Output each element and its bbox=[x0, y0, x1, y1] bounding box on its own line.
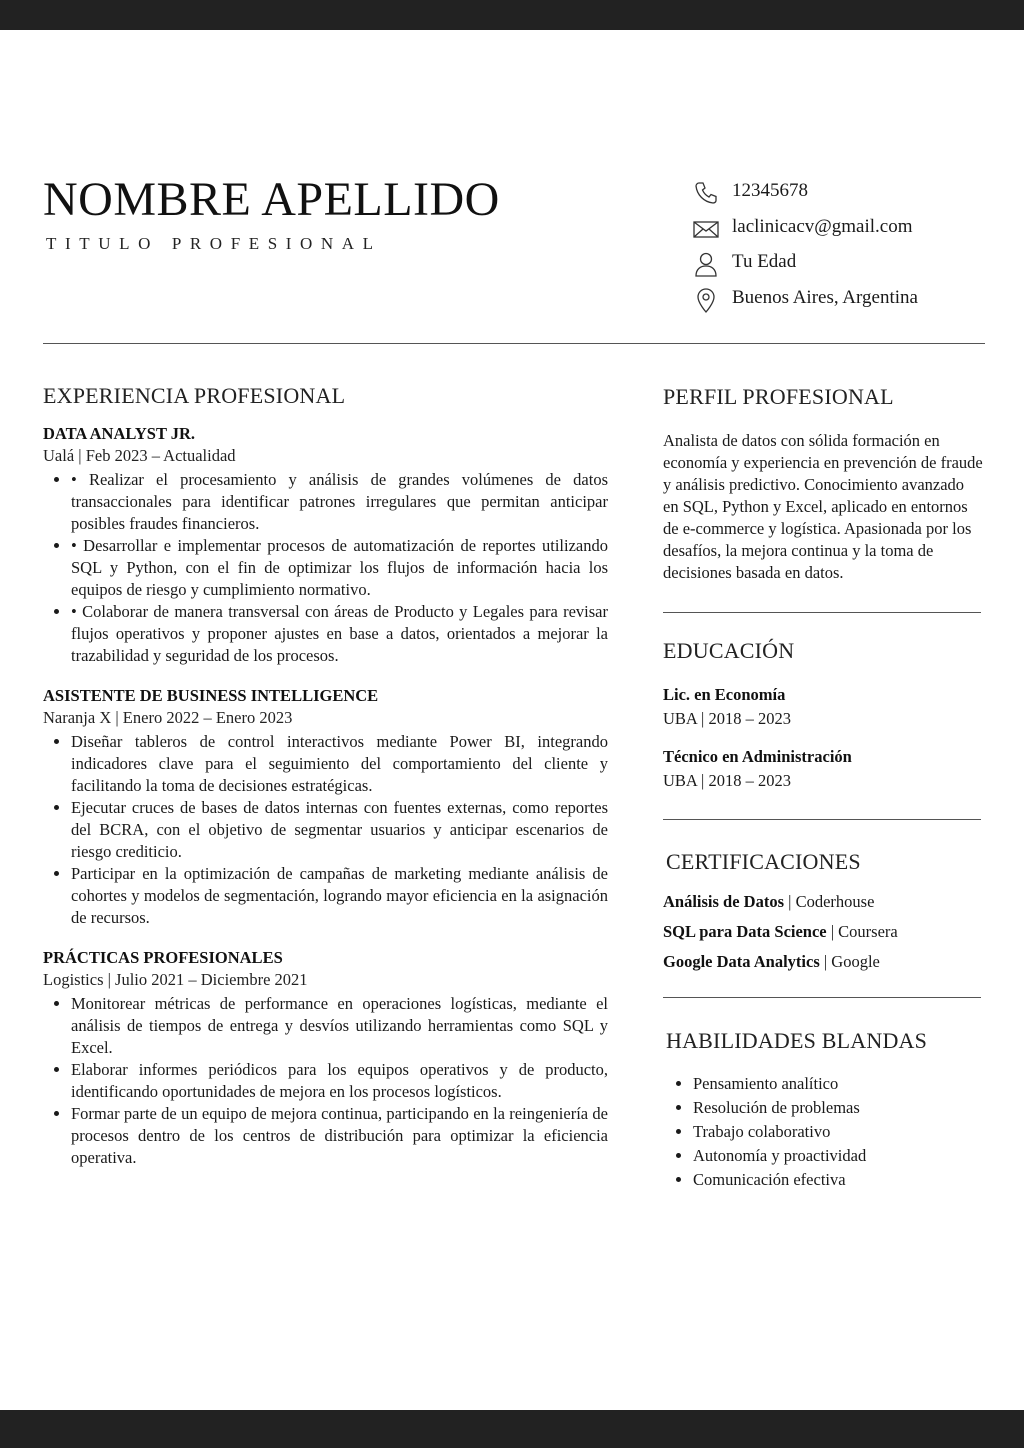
contact-email bbox=[692, 213, 1012, 249]
bottom-bar bbox=[0, 1410, 1024, 1448]
job-bullet: • • Desarrollar e implementar procesos de automatización de reportes utilizando SQL y Python, con el fin de optimizar los flujos de información hacia los equipos de riesgo y cumplimiento normativo. bbox=[71, 535, 608, 601]
certifications-list bbox=[663, 887, 983, 977]
education-item bbox=[663, 745, 983, 793]
certification-item bbox=[663, 887, 983, 917]
degree-detail: UBA | 2018 – 2023 bbox=[663, 771, 791, 790]
certification-item bbox=[663, 947, 983, 977]
experience-section bbox=[43, 383, 608, 1187]
job-bullet: • • Colaborar de manera transversal con áreas de Producto y Legales para revisar flujos operativos y proponer ajustes en base a datos, orientados a mejorar la trazabilidad y seguridad de los procesos. bbox=[71, 601, 608, 667]
age-text: Tu Edad bbox=[732, 251, 797, 272]
job-bullet: • Monitorear métricas de performance en operaciones logísticas, mediante el análisis de tiempos de entrega y desvíos utilizando herramientas como SQL y Excel. bbox=[71, 993, 608, 1059]
contact-block bbox=[692, 177, 1012, 319]
skill-item: • Resolución de problemas bbox=[693, 1096, 983, 1120]
job-bullets bbox=[43, 731, 608, 929]
profile-title: PERFIL PROFESIONAL bbox=[663, 384, 894, 409]
education-section bbox=[663, 638, 983, 793]
contact-phone bbox=[692, 177, 1012, 213]
job-title: ASISTENTE DE BUSINESS INTELLIGENCE bbox=[43, 686, 379, 705]
job-company-dates: Naranja X | Enero 2022 – Enero 2023 bbox=[43, 708, 293, 727]
job-bullet: • Ejecutar cruces de bases de datos internas con fuentes externas, como reportes del BCRA, con el objetivo de segmentar usuarios y anticipar escenarios de riesgo crediticio. bbox=[71, 797, 608, 863]
certification-item bbox=[663, 917, 983, 947]
soft-skills-list bbox=[663, 1072, 983, 1192]
cert-provider: | Google bbox=[819, 952, 880, 971]
job-company-dates: Ualá | Feb 2023 – Actualidad bbox=[43, 446, 236, 465]
education-title: EDUCACIÓN bbox=[663, 638, 795, 663]
cert-name: Google Data Analytics bbox=[663, 952, 820, 971]
job-bullet: • • Realizar el procesamiento y análisis de grandes volúmenes de datos transaccionales para identificar patrones irregulares que permitan anticipar posibles fraudes financieros. bbox=[71, 469, 608, 535]
phone-text: 12345678 bbox=[732, 180, 808, 201]
job-bullet: • Participar en la optimización de campañas de marketing mediante análisis de cohortes y modelos de segmentación, logrando mayor eficiencia en la asignación de recursos. bbox=[71, 863, 608, 929]
email-text: laclinicacv@gmail.com bbox=[732, 215, 913, 237]
job-title: DATA ANALYST JR. bbox=[43, 424, 196, 443]
skill-item: • Pensamiento analítico bbox=[693, 1072, 983, 1096]
contact-age bbox=[692, 248, 1012, 284]
sidebar-column bbox=[663, 384, 983, 1192]
candidate-name: NOMBRE APELLIDO bbox=[43, 173, 500, 226]
cert-provider: | Coursera bbox=[826, 922, 898, 941]
contact-location bbox=[692, 284, 1012, 320]
phone-icon bbox=[692, 179, 720, 207]
education-item bbox=[663, 683, 983, 731]
cert-name: SQL para Data Science bbox=[663, 922, 827, 941]
certifications-title: CERTIFICACIONES bbox=[666, 849, 861, 874]
job-bullet: • Elaborar informes periódicos para los equipos operativos y de producto, identificando oportunidades de mejora en los procesos logísticos. bbox=[71, 1059, 608, 1103]
section-divider bbox=[663, 819, 981, 820]
skill-item: • Autonomía y proactividad bbox=[693, 1144, 983, 1168]
soft-skills-title: HABILIDADES BLANDAS bbox=[666, 1028, 928, 1053]
job-entry bbox=[43, 685, 608, 929]
job-title: PRÁCTICAS PROFESIONALES bbox=[43, 948, 283, 967]
header-divider bbox=[43, 343, 985, 344]
degree-title: Lic. en Economía bbox=[663, 685, 786, 704]
skill-item: • Trabajo colaborativo bbox=[693, 1120, 983, 1144]
job-entry bbox=[43, 423, 608, 667]
person-icon bbox=[692, 250, 720, 278]
profile-text: Analista de datos con sólida formación en economía y experiencia en prevención de fraude y análisis predictivo. Conocimiento avanzado en SQL, Python y Excel, aplicado en entornos de e-commerce y logística. Apasionada por los desafíos, la mejora continua y la toma de decisiones basada en datos. bbox=[663, 431, 983, 582]
job-entry bbox=[43, 947, 608, 1169]
mail-icon bbox=[692, 215, 720, 243]
job-bullets bbox=[43, 993, 608, 1169]
job-bullets bbox=[43, 469, 608, 667]
soft-skills-section bbox=[663, 1028, 983, 1054]
job-bullet: • Diseñar tableros de control interactivos mediante Power BI, integrando indicadores clave para el seguimiento del comportamiento del cliente y facilitando la toma de decisiones estratégicas. bbox=[71, 731, 608, 797]
professional-title: TITULO PROFESIONAL bbox=[46, 234, 382, 253]
degree-detail: UBA | 2018 – 2023 bbox=[663, 709, 791, 728]
job-bullet: • Formar parte de un equipo de mejora continua, participando en la reingeniería de procesos dentro de los centros de distribución para optimizar la eficiencia operativa. bbox=[71, 1103, 608, 1169]
job-company-dates: Logistics | Julio 2021 – Diciembre 2021 bbox=[43, 970, 308, 989]
section-divider bbox=[663, 997, 981, 998]
experience-title: EXPERIENCIA PROFESIONAL bbox=[43, 383, 346, 408]
cert-provider: | Coderhouse bbox=[784, 892, 875, 911]
location-text: Buenos Aires, Argentina bbox=[732, 286, 918, 308]
cert-name: Análisis de Datos bbox=[663, 892, 785, 911]
location-icon bbox=[692, 286, 720, 314]
section-divider bbox=[663, 612, 981, 613]
profile-section bbox=[663, 384, 983, 584]
skill-item: • Comunicación efectiva bbox=[693, 1168, 983, 1192]
degree-title: Técnico en Administración bbox=[663, 747, 852, 766]
top-bar bbox=[0, 0, 1024, 30]
certifications-section bbox=[663, 849, 983, 875]
